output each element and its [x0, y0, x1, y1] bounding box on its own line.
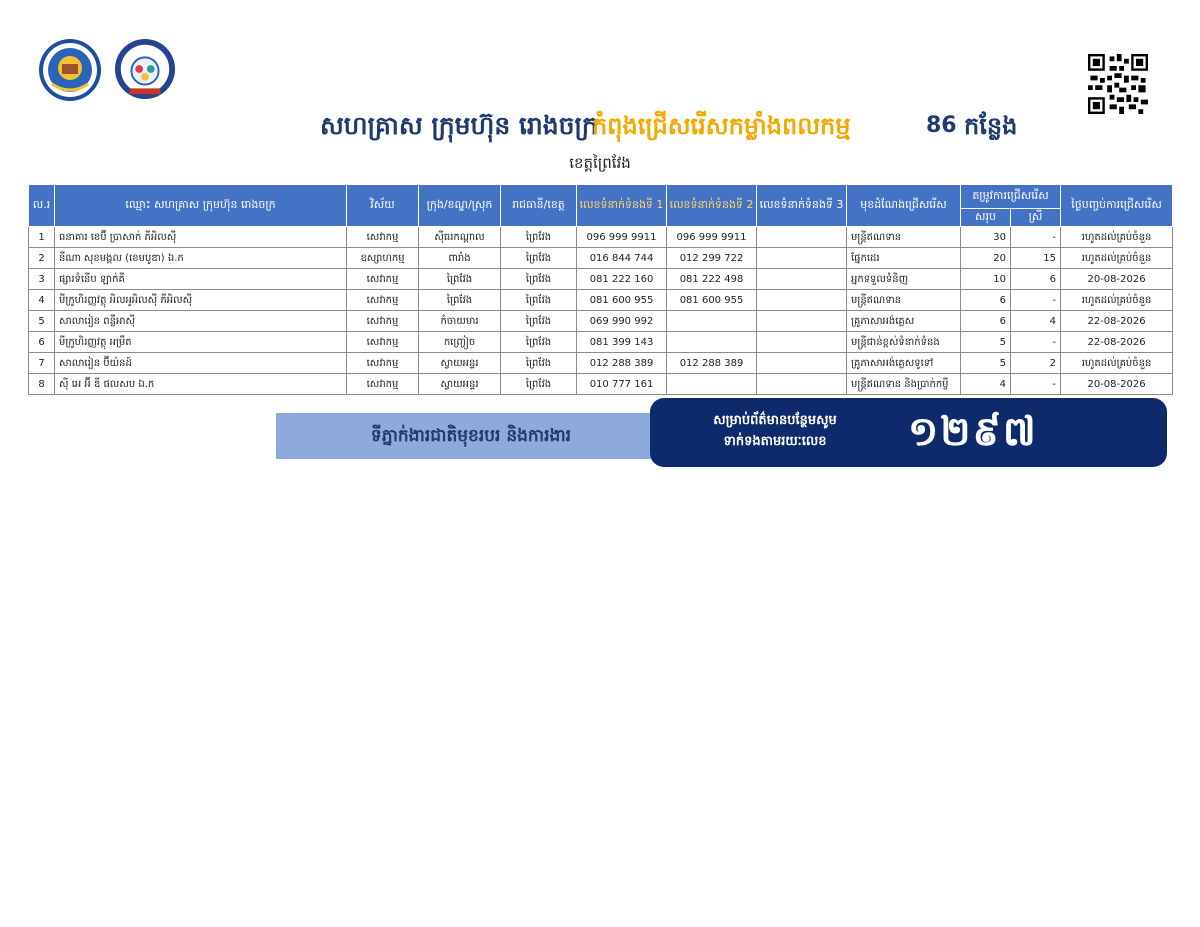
- cell-position: ផ្នែកដេរ: [847, 248, 961, 269]
- cell-province: ព្រៃវែង: [501, 269, 577, 290]
- hotline-number[interactable]: ១២៩៧: [908, 409, 1038, 455]
- cell-female: 6: [1011, 269, 1061, 290]
- cell-no: 1: [29, 227, 55, 248]
- cell-province: ព្រៃវែង: [501, 290, 577, 311]
- cell-total: 5: [961, 332, 1011, 353]
- cell-no: 5: [29, 311, 55, 332]
- header-phone3: លេខទំនាក់ទំនងទី 3: [757, 185, 847, 227]
- cell-deadline: រហូតដល់គ្រប់ចំនួន: [1061, 353, 1173, 374]
- cell-name: សាលារៀន ប៊ីយ៉នដ៍: [55, 353, 347, 374]
- header-no: ល.រ: [29, 185, 55, 227]
- cell-total: 6: [961, 311, 1011, 332]
- cell-phone3: [757, 269, 847, 290]
- table-row: [29, 353, 1173, 374]
- hotline-caption-line1: សម្រាប់ព័ត៌មានបន្ថែមសូម: [713, 413, 837, 428]
- cell-total: 30: [961, 227, 1011, 248]
- cell-deadline: រហូតដល់គ្រប់ចំនួន: [1061, 227, 1173, 248]
- cell-deadline: 20-08-2026: [1061, 269, 1173, 290]
- job-table: [28, 184, 1173, 395]
- cell-province: ព្រៃវែង: [501, 311, 577, 332]
- cell-position: គ្រូភាសាអង់គ្លេស: [847, 311, 961, 332]
- ministry-seal-icon: [38, 38, 102, 102]
- cell-phone1: 012 288 389: [577, 353, 667, 374]
- agency-banner: [276, 413, 666, 459]
- cell-no: 2: [29, 248, 55, 269]
- hotline-banner: [650, 398, 1167, 467]
- cell-female: -: [1011, 227, 1061, 248]
- positions-unit: កន្លែង: [964, 112, 1018, 140]
- table-row: [29, 269, 1173, 290]
- province-title: ខេត្តព្រៃវែង: [569, 154, 631, 172]
- cell-no: 7: [29, 353, 55, 374]
- cell-total: 5: [961, 353, 1011, 374]
- cell-phone3: [757, 248, 847, 269]
- agency-name: ទីភ្នាក់ងារជាតិមុខរបរ និងការងារ: [370, 426, 572, 446]
- cell-province: ព្រៃវែង: [501, 332, 577, 353]
- cell-total: 20: [961, 248, 1011, 269]
- cell-position: មន្រ្តីឥណទាន: [847, 227, 961, 248]
- cell-sector: សេវាកម្ម: [347, 311, 419, 332]
- cell-deadline: រហូតដល់គ្រប់ចំនួន: [1061, 290, 1173, 311]
- cell-deadline: រហូតដល់គ្រប់ចំនួន: [1061, 248, 1173, 269]
- header-phone1: លេខទំនាក់ទំនងទី 1: [577, 185, 667, 227]
- cell-sector: សេវាកម្ម: [347, 353, 419, 374]
- cell-district: ស្វាយអន្ទរ: [419, 353, 501, 374]
- cell-district: កំចាយមារ: [419, 311, 501, 332]
- cell-female: 15: [1011, 248, 1061, 269]
- cell-name: សាលារៀន ពន្លឺអាស៊ី: [55, 311, 347, 332]
- cell-phone2: 096 999 9911: [667, 227, 757, 248]
- total-positions: 86: [926, 113, 957, 138]
- cell-position: អ្នកទទួលទំនិញ: [847, 269, 961, 290]
- cell-female: 2: [1011, 353, 1061, 374]
- cell-no: 4: [29, 290, 55, 311]
- table-row: [29, 248, 1173, 269]
- cell-female: -: [1011, 332, 1061, 353]
- cell-district: ស្វាយអន្ទរ: [419, 374, 501, 395]
- hotline-caption-line2: ទាក់ទងតាមរយៈលេខ: [723, 434, 827, 449]
- table-row: [29, 374, 1173, 395]
- cell-phone3: [757, 353, 847, 374]
- header-demand: តម្រូវការជ្រើសរើស: [961, 185, 1061, 209]
- cell-name: ផ្សារទំនើប ឡាក់គី: [55, 269, 347, 290]
- cell-phone1: 081 600 955: [577, 290, 667, 311]
- table-row: [29, 332, 1173, 353]
- cell-province: ព្រៃវែង: [501, 248, 577, 269]
- cell-phone2: [667, 332, 757, 353]
- header-deadline: ថ្ងៃបញ្ចប់ការជ្រើសរើស: [1061, 185, 1173, 227]
- cell-position: គ្រូភាសាអង់គ្លេសទូទៅ: [847, 353, 961, 374]
- cell-deadline: 22-08-2026: [1061, 311, 1173, 332]
- cell-district: ព្រៃវែង: [419, 290, 501, 311]
- cell-sector: សេវាកម្ម: [347, 269, 419, 290]
- cell-deadline: 20-08-2026: [1061, 374, 1173, 395]
- cell-phone3: [757, 290, 847, 311]
- cell-no: 3: [29, 269, 55, 290]
- cell-position: មន្រ្តីឥណទាន និងប្រាក់កម្ចី: [847, 374, 961, 395]
- cell-name: មីក្រូហិរញ្ញវត្ថុ អម្រឹត: [55, 332, 347, 353]
- cell-phone3: [757, 311, 847, 332]
- qr-code-icon[interactable]: [1088, 54, 1148, 114]
- nea-logo-icon: [114, 38, 176, 100]
- cell-female: -: [1011, 374, 1061, 395]
- cell-phone3: [757, 332, 847, 353]
- cell-phone1: 096 999 9911: [577, 227, 667, 248]
- cell-sector: សេវាកម្ម: [347, 227, 419, 248]
- cell-district: ពារាំង: [419, 248, 501, 269]
- cell-name: ធនាគារ ខេប៊ី ប្រាសាក់ ភីអិលស៊ី: [55, 227, 347, 248]
- title-row: [0, 108, 1200, 148]
- header-position: មុខដំណែងជ្រើសរើស: [847, 185, 961, 227]
- header-phone2: លេខទំនាក់ទំនងទី 2: [667, 185, 757, 227]
- header-district: ក្រុង/ខណ្ឌ/ស្រុក: [419, 185, 501, 227]
- cell-phone1: 010 777 161: [577, 374, 667, 395]
- cell-sector: សេវាកម្ម: [347, 374, 419, 395]
- cell-province: ព្រៃវែង: [501, 227, 577, 248]
- title-hiring: កំពុងជ្រើសរើសកម្លាំងពលកម្ម: [592, 112, 851, 140]
- cell-position: មន្រ្តីឥណទាន: [847, 290, 961, 311]
- cell-female: 4: [1011, 311, 1061, 332]
- cell-phone2: 012 288 389: [667, 353, 757, 374]
- cell-deadline: 22-08-2026: [1061, 332, 1173, 353]
- cell-no: 6: [29, 332, 55, 353]
- cell-total: 6: [961, 290, 1011, 311]
- cell-phone3: [757, 374, 847, 395]
- cell-position: មន្រ្តីជាន់ខ្ពស់ទំនាក់ទំនង: [847, 332, 961, 353]
- cell-district: ស៊ីធរកណ្ដាល: [419, 227, 501, 248]
- cell-sector: ឧស្សាហកម្ម: [347, 248, 419, 269]
- cell-phone3: [757, 227, 847, 248]
- table-row: [29, 290, 1173, 311]
- header-total: សរុប: [961, 209, 1011, 227]
- cell-district: ព្រៃវែង: [419, 269, 501, 290]
- cell-phone1: 016 844 744: [577, 248, 667, 269]
- header-name: ឈ្មោះ សហគ្រាស ក្រុមហ៊ុន រោងចក្រ: [55, 185, 347, 227]
- cell-phone2: [667, 311, 757, 332]
- cell-name: មីក្រូហិរញ្ញវត្ថុ អិលអូអិលស៊ី ភីអិលស៊ី: [55, 290, 347, 311]
- cell-phone2: [667, 374, 757, 395]
- cell-phone2: 081 600 955: [667, 290, 757, 311]
- cell-total: 10: [961, 269, 1011, 290]
- cell-name: នីណា សុខមង្គល (ខេមបូឌា) ឯ.ក: [55, 248, 347, 269]
- cell-phone1: 069 990 992: [577, 311, 667, 332]
- title-main: សហគ្រាស ក្រុមហ៊ុន រោងចក្រ: [320, 111, 598, 140]
- hotline-caption: [670, 410, 880, 452]
- cell-sector: សេវាកម្ម: [347, 332, 419, 353]
- table-row: [29, 311, 1173, 332]
- cell-phone2: 081 222 498: [667, 269, 757, 290]
- cell-phone1: 081 222 160: [577, 269, 667, 290]
- cell-female: -: [1011, 290, 1061, 311]
- cell-province: ព្រៃវែង: [501, 353, 577, 374]
- cell-district: កញ្ច្រៀច: [419, 332, 501, 353]
- table-row: [29, 227, 1173, 248]
- cell-phone1: 081 399 143: [577, 332, 667, 353]
- cell-province: ព្រៃវែង: [501, 374, 577, 395]
- header-sector: វិស័យ: [347, 185, 419, 227]
- cell-phone2: 012 299 722: [667, 248, 757, 269]
- cell-sector: សេវាកម្ម: [347, 290, 419, 311]
- cell-total: 4: [961, 374, 1011, 395]
- cell-no: 8: [29, 374, 55, 395]
- header-province: រាជធានី/ខេត្ត: [501, 185, 577, 227]
- cell-name: ស៊ី អេ អ៊ី ឌី ផលសប ឯ.ក: [55, 374, 347, 395]
- header-female: ស្រី: [1011, 209, 1061, 227]
